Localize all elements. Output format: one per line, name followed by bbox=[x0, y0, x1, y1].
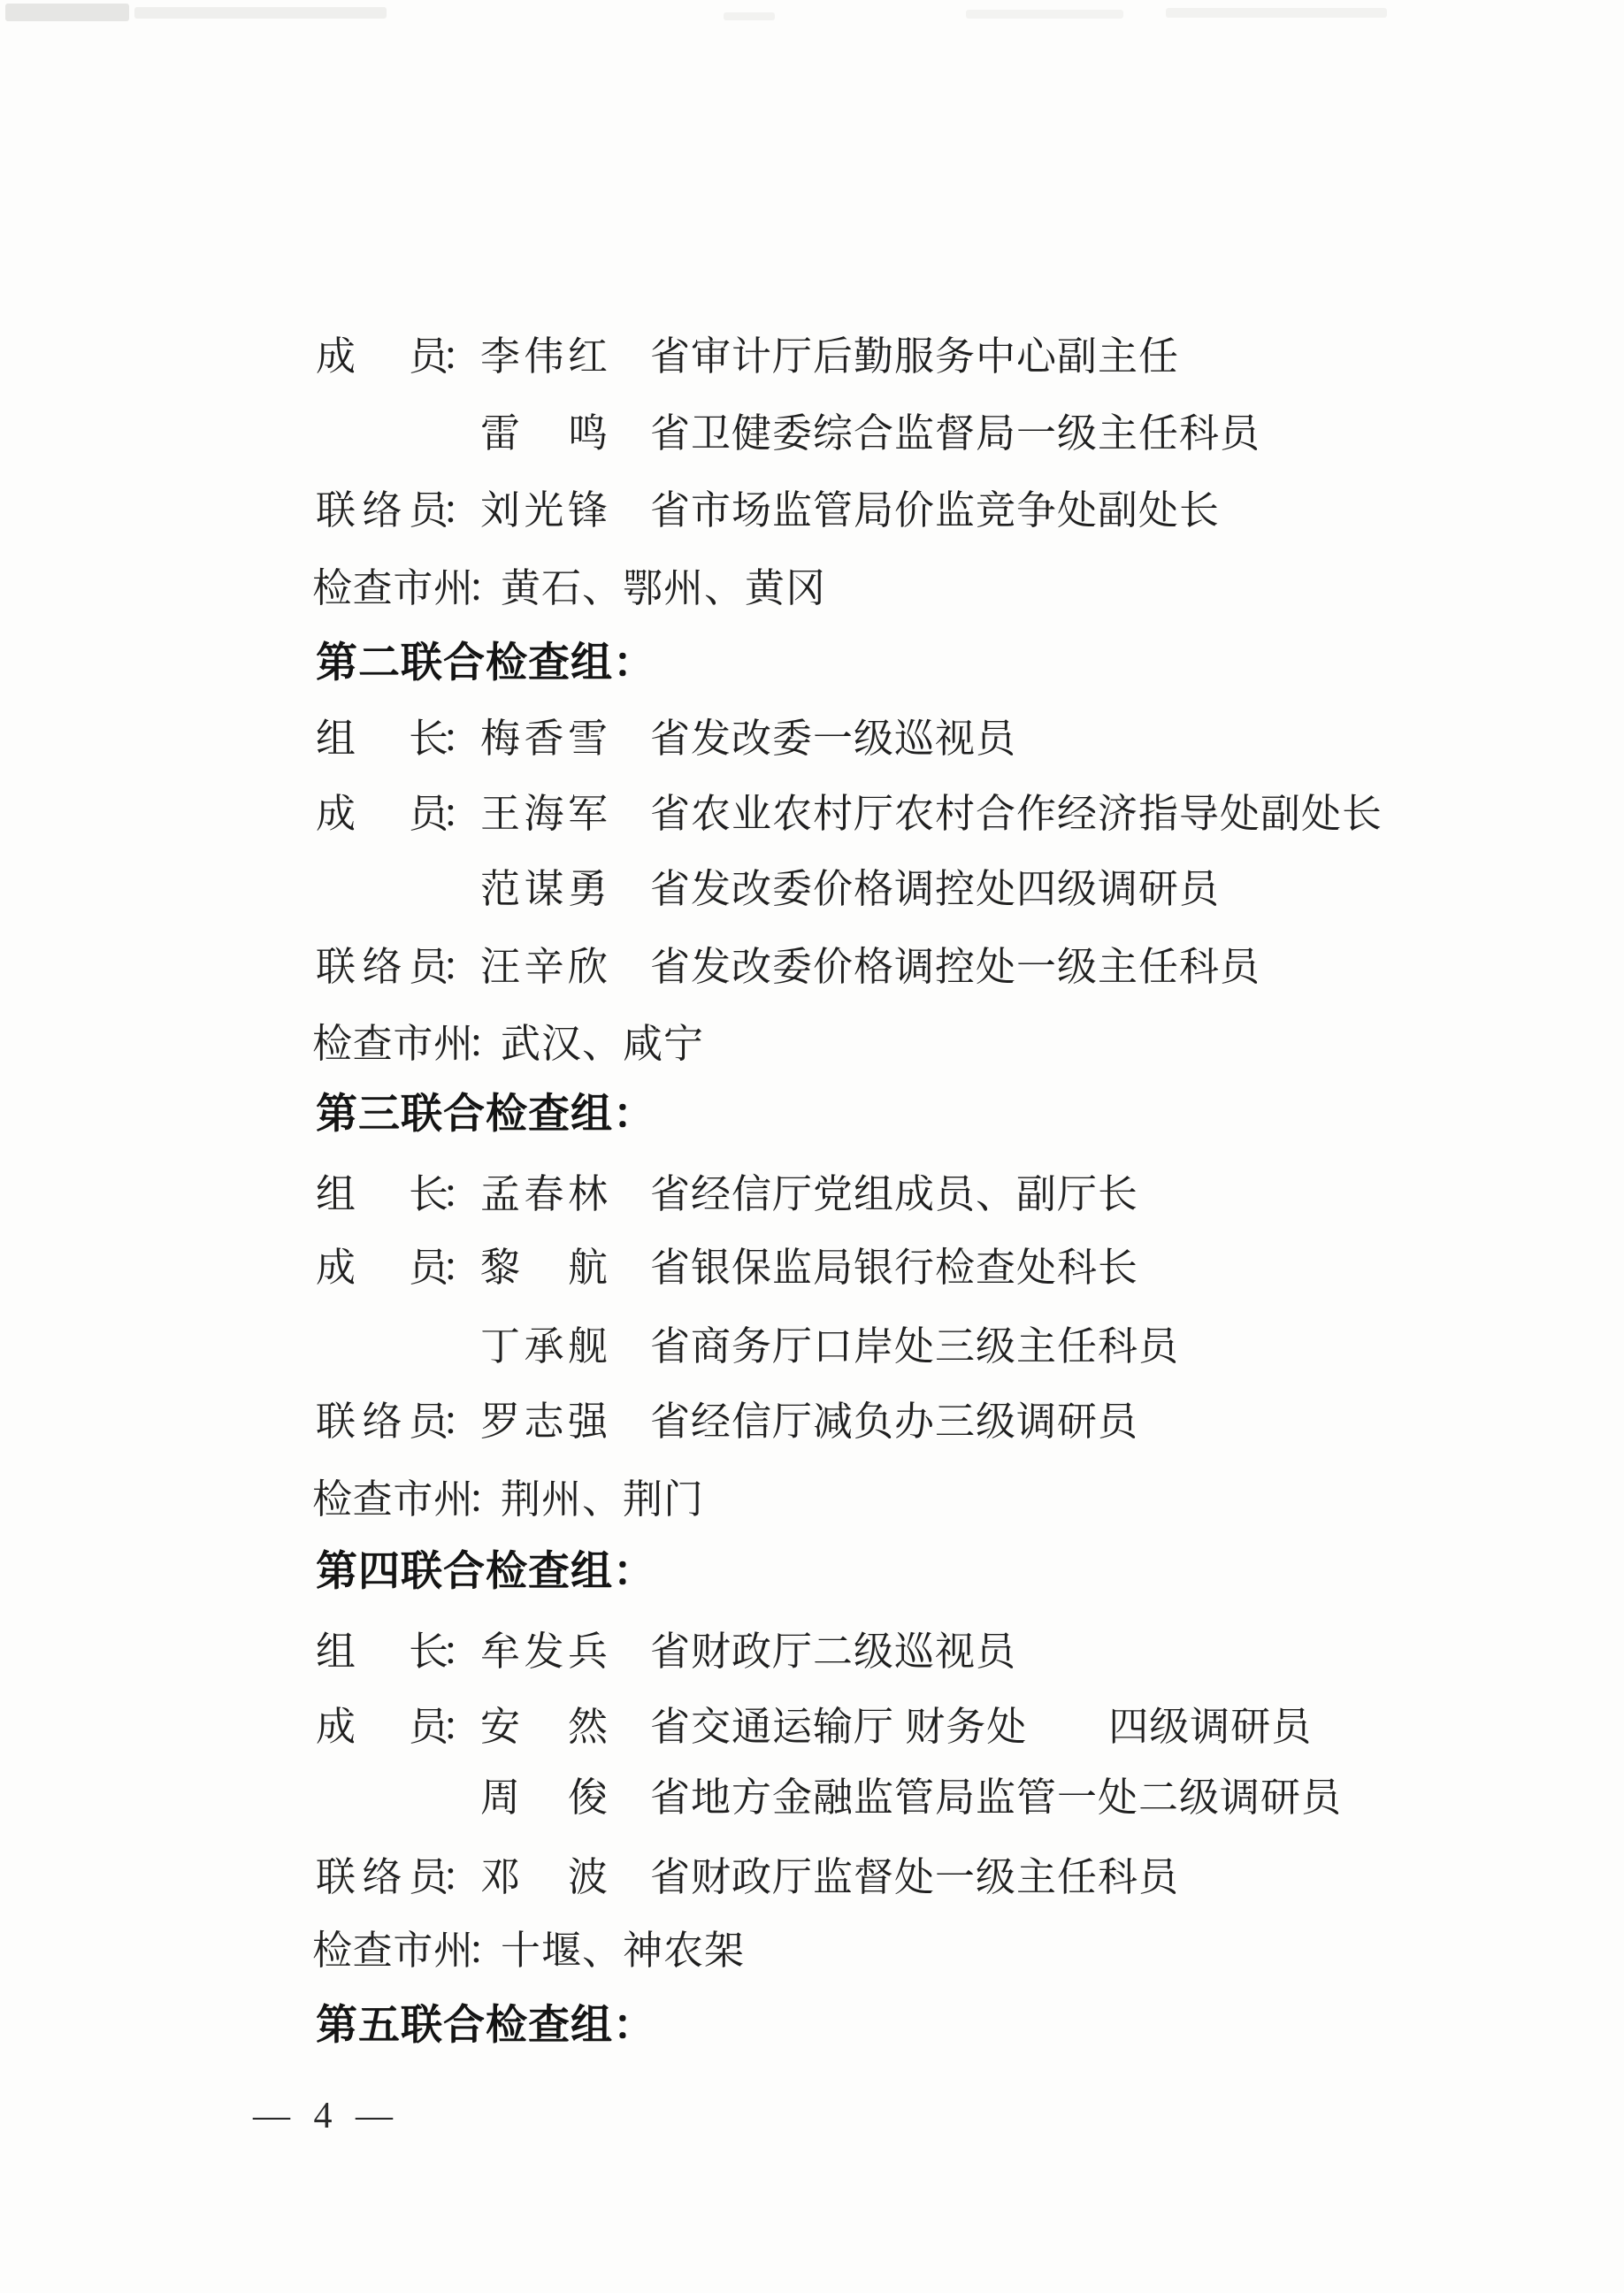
char: 查 bbox=[352, 1929, 393, 1973]
person-title: 省财政厅监督处一级主任科员 bbox=[650, 1855, 1180, 1899]
char: 检 bbox=[312, 1477, 353, 1522]
person-name bbox=[480, 480, 608, 541]
person-title: 省商务厅口岸处三级主任科员 bbox=[650, 1324, 1180, 1369]
char: 员 bbox=[408, 334, 448, 379]
person-name bbox=[480, 937, 608, 997]
group-header-line bbox=[0, 633, 1624, 694]
label-colon: ： bbox=[467, 1022, 508, 1066]
char: 州 bbox=[433, 1022, 473, 1066]
continuation-line bbox=[0, 859, 1624, 919]
scan-artifact bbox=[134, 7, 387, 19]
role-label bbox=[316, 784, 448, 844]
char: 承 bbox=[524, 1324, 564, 1369]
char: 谋 bbox=[524, 867, 564, 911]
role-label bbox=[316, 1238, 448, 1298]
char: 波 bbox=[567, 1855, 608, 1899]
person-title: 省发改委价格调控处四级调研员 bbox=[650, 867, 1221, 911]
char: 丁 bbox=[480, 1324, 521, 1369]
char: 成 bbox=[316, 334, 356, 379]
char: 州 bbox=[433, 1929, 473, 1973]
char: 联 bbox=[316, 1400, 356, 1444]
continuation-line bbox=[0, 403, 1624, 464]
char: 联 bbox=[316, 945, 356, 989]
char: 邓 bbox=[480, 1855, 521, 1899]
person-name bbox=[480, 403, 608, 464]
char: 香 bbox=[524, 717, 564, 761]
char: 伟 bbox=[524, 334, 564, 379]
char: 成 bbox=[316, 1246, 356, 1290]
char: 络 bbox=[362, 945, 402, 989]
char: 舰 bbox=[567, 1324, 608, 1369]
member-line bbox=[0, 326, 1624, 387]
cities-list: 武汉、咸宁 bbox=[501, 1022, 705, 1066]
continuation-line bbox=[0, 1768, 1624, 1828]
role-label bbox=[312, 1469, 473, 1530]
label-colon: ： bbox=[441, 717, 482, 761]
member-line bbox=[0, 937, 1624, 997]
char: 兵 bbox=[567, 1630, 608, 1674]
label-colon: ： bbox=[467, 566, 508, 610]
char: 员 bbox=[408, 792, 448, 836]
header-text: 第三联合检查组： bbox=[316, 1092, 655, 1138]
label-colon: ： bbox=[441, 1400, 482, 1444]
cities-line bbox=[0, 1469, 1624, 1530]
person-name bbox=[480, 1622, 608, 1682]
char: 成 bbox=[316, 792, 356, 836]
char: 强 bbox=[567, 1400, 608, 1444]
char: 发 bbox=[524, 1630, 564, 1674]
cities-line bbox=[0, 1921, 1624, 1981]
group-header-line bbox=[0, 1542, 1624, 1602]
char: 市 bbox=[393, 566, 433, 610]
char: 检 bbox=[312, 1022, 353, 1066]
char: 航 bbox=[567, 1246, 608, 1290]
char: 络 bbox=[362, 488, 402, 533]
header-text: 第五联合检查组： bbox=[316, 2003, 655, 2049]
char: 雷 bbox=[480, 411, 521, 456]
char: 组 bbox=[316, 1630, 356, 1674]
char: 春 bbox=[524, 1172, 564, 1216]
label-colon: ： bbox=[441, 1855, 482, 1899]
cities-line bbox=[0, 1014, 1624, 1074]
role-label bbox=[316, 1164, 448, 1224]
char: 员 bbox=[408, 1246, 448, 1290]
role-label bbox=[312, 1921, 473, 1981]
char: 汪 bbox=[480, 945, 521, 989]
header-text: 第四联合检查组： bbox=[316, 1549, 655, 1595]
role-label bbox=[316, 937, 448, 997]
char: 雪 bbox=[567, 717, 608, 761]
char: 海 bbox=[524, 792, 564, 836]
char: 范 bbox=[480, 867, 521, 911]
char: 市 bbox=[393, 1929, 433, 1973]
label-colon: ： bbox=[441, 334, 482, 379]
char: 黎 bbox=[480, 1246, 521, 1290]
char: 联 bbox=[316, 1855, 356, 1899]
char: 孟 bbox=[480, 1172, 521, 1216]
label-colon: ： bbox=[467, 1477, 508, 1522]
member-line bbox=[0, 1697, 1624, 1757]
char: 俊 bbox=[567, 1775, 608, 1820]
role-label bbox=[316, 1622, 448, 1682]
person-title: 省交通运输厅 财务处 四级调研员 bbox=[650, 1705, 1313, 1749]
cities-list: 十堰、神农架 bbox=[501, 1929, 746, 1973]
member-line bbox=[0, 1238, 1624, 1298]
cities-list: 黄石、鄂州、黄冈 bbox=[501, 566, 827, 610]
label-colon: ： bbox=[441, 1172, 482, 1216]
scan-artifact bbox=[724, 12, 775, 20]
label-colon: ： bbox=[441, 488, 482, 533]
role-label bbox=[316, 1392, 448, 1452]
member-line bbox=[0, 784, 1624, 844]
person-title: 省发改委一级巡视员 bbox=[650, 717, 1017, 761]
char: 欣 bbox=[567, 945, 608, 989]
person-name bbox=[480, 1238, 608, 1298]
role-label bbox=[316, 1697, 448, 1757]
char: 鸣 bbox=[567, 411, 608, 456]
person-name bbox=[480, 784, 608, 844]
char: 员 bbox=[408, 1855, 448, 1899]
member-line bbox=[0, 480, 1624, 541]
person-name bbox=[480, 1768, 608, 1828]
cities-list: 荆州、荆门 bbox=[501, 1477, 705, 1522]
person-title: 省审计厅后勤服务中心副主任 bbox=[650, 334, 1180, 379]
char: 检 bbox=[312, 1929, 353, 1973]
header-text: 第二联合检查组： bbox=[316, 640, 655, 686]
char: 然 bbox=[567, 1705, 608, 1749]
char: 联 bbox=[316, 488, 356, 533]
char: 梅 bbox=[480, 717, 521, 761]
role-label bbox=[316, 326, 448, 387]
member-line bbox=[0, 1622, 1624, 1682]
person-name bbox=[480, 1164, 608, 1224]
char: 锋 bbox=[567, 488, 608, 533]
role-label bbox=[312, 558, 473, 618]
char: 罗 bbox=[480, 1400, 521, 1444]
label-colon: ： bbox=[467, 1929, 508, 1973]
person-name bbox=[480, 1697, 608, 1757]
label-colon: ： bbox=[441, 1630, 482, 1674]
person-title: 省地方金融监管局监管一处二级调研员 bbox=[650, 1775, 1343, 1820]
person-title: 省经信厅减负办三级调研员 bbox=[650, 1400, 1139, 1444]
person-title: 省经信厅党组成员、副厅长 bbox=[650, 1172, 1139, 1216]
person-name bbox=[480, 326, 608, 387]
label-colon: ： bbox=[441, 1705, 482, 1749]
cities-line bbox=[0, 558, 1624, 618]
role-label bbox=[312, 1014, 473, 1074]
person-title: 省财政厅二级巡视员 bbox=[650, 1630, 1017, 1674]
role-label bbox=[316, 709, 448, 769]
char: 刘 bbox=[480, 488, 521, 533]
char: 红 bbox=[567, 334, 608, 379]
char: 李 bbox=[480, 334, 521, 379]
char: 志 bbox=[524, 1400, 564, 1444]
char: 州 bbox=[433, 1477, 473, 1522]
person-title: 省银保监局银行检查处科长 bbox=[650, 1246, 1139, 1290]
char: 查 bbox=[352, 1022, 393, 1066]
char: 光 bbox=[524, 488, 564, 533]
char: 安 bbox=[480, 1705, 521, 1749]
char: 市 bbox=[393, 1477, 433, 1522]
char: 牟 bbox=[480, 1630, 521, 1674]
char: 长 bbox=[408, 1172, 448, 1216]
member-line bbox=[0, 709, 1624, 769]
role-label bbox=[316, 1847, 448, 1907]
char: 组 bbox=[316, 1172, 356, 1216]
char: 检 bbox=[312, 566, 353, 610]
member-line bbox=[0, 1847, 1624, 1907]
person-name bbox=[480, 859, 608, 919]
person-title: 省卫健委综合监督局一级主任科员 bbox=[650, 411, 1261, 456]
char: 勇 bbox=[567, 867, 608, 911]
label-colon: ： bbox=[441, 792, 482, 836]
group-header-line bbox=[0, 1996, 1624, 2056]
char: 军 bbox=[567, 792, 608, 836]
char: 林 bbox=[567, 1172, 608, 1216]
group-header-line bbox=[0, 1085, 1624, 1145]
char: 查 bbox=[352, 1477, 393, 1522]
char: 络 bbox=[362, 1400, 402, 1444]
char: 组 bbox=[316, 717, 356, 761]
person-title: 省农业农村厅农村合作经济指导处副处长 bbox=[650, 792, 1383, 836]
char: 络 bbox=[362, 1855, 402, 1899]
person-name bbox=[480, 1847, 608, 1907]
char: 王 bbox=[480, 792, 521, 836]
role-label bbox=[316, 480, 448, 541]
label-colon: ： bbox=[441, 1246, 482, 1290]
char: 员 bbox=[408, 1400, 448, 1444]
person-title: 省发改委价格调控处一级主任科员 bbox=[650, 945, 1261, 989]
char: 辛 bbox=[524, 945, 564, 989]
scan-artifact bbox=[966, 10, 1123, 19]
page-number: — 4 — bbox=[253, 2096, 400, 2136]
char: 员 bbox=[408, 488, 448, 533]
member-line bbox=[0, 1392, 1624, 1452]
person-name bbox=[480, 1316, 608, 1377]
char: 州 bbox=[433, 566, 473, 610]
char: 员 bbox=[408, 1705, 448, 1749]
person-title: 省市场监管局价监竞争处副处长 bbox=[650, 488, 1221, 533]
scan-artifact bbox=[5, 4, 129, 21]
char: 长 bbox=[408, 717, 448, 761]
label-colon: ： bbox=[441, 945, 482, 989]
char: 市 bbox=[393, 1022, 433, 1066]
scan-artifact bbox=[1166, 8, 1387, 18]
char: 成 bbox=[316, 1705, 356, 1749]
char: 周 bbox=[480, 1775, 521, 1820]
char: 员 bbox=[408, 945, 448, 989]
continuation-line bbox=[0, 1316, 1624, 1377]
char: 查 bbox=[352, 566, 393, 610]
person-name bbox=[480, 709, 608, 769]
char: 长 bbox=[408, 1630, 448, 1674]
member-line bbox=[0, 1164, 1624, 1224]
person-name bbox=[480, 1392, 608, 1452]
